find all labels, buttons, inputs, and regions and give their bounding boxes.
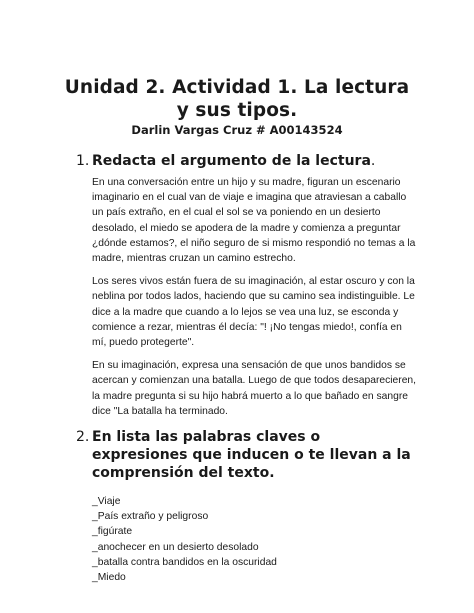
list-item: _País extraño y peligroso	[92, 511, 209, 523]
list-item: _figúrate	[92, 526, 133, 538]
list-item: _Miedo	[92, 572, 126, 584]
section-1-heading-period: .	[370, 153, 376, 169]
section-1-paragraph-2: Los seres vivos están fuera de su imaginación, al estar oscuro y con la neblina por todos lados, haciendo que su camino sea indistinguible. Le dice a la madre que cuando a lo lejos se vea una luz, se esconda y comience a rezar, mientras él decía: "! ¡No tengas miedo!, confía en mí, puedo protegerte".	[92, 276, 415, 349]
list-item: _batalla contra bandidos en la oscuridad	[92, 556, 277, 568]
section-2-heading-text: En lista las palabras claves o expresiones que inducen o te llevan a la comprensión del texto.	[92, 429, 411, 481]
document-title: Unidad 2. Actividad 1. La lectura y sus tipos.	[64, 77, 410, 121]
section-1-paragraph-3: En su imaginación, expresa una sensación de que unos bandidos se acercan y comienzan una batalla. Luego de que todos desaparecieren, la madre pregunta si su hijo habrá muerto a lo que bañado en sangre dice "La batalla ha terminado.	[92, 360, 417, 417]
section-1-heading	[76, 152, 416, 170]
section-1	[76, 152, 416, 419]
list-item: _Viaje	[92, 496, 121, 507]
section-2-heading	[76, 428, 416, 482]
keyword-list	[92, 494, 416, 585]
section-2	[76, 428, 416, 585]
section-1-paragraph-1: En una conversación entre un hijo y su madre, figuran un escenario imaginario en el cual van de viaje e imagina que atraviesan a caballo un país extraño, en el cual el sol se va poniendo en un desierto desolado, el miedo se apodera de la madre y comienza a preguntar ¿dónde estamos?, el niño seguro de si mismo respondió no temas a la madre, mientras cruzan un camino estrecho.	[92, 177, 416, 265]
section-1-number: 1.	[76, 153, 90, 169]
section-2-number: 2.	[76, 429, 90, 445]
author-line: Darlin Vargas Cruz # A00143524	[131, 123, 343, 137]
list-item: _anochecer en un desierto desolado	[92, 541, 259, 553]
section-1-heading-text: Redacta el argumento de la lectura	[92, 153, 371, 169]
